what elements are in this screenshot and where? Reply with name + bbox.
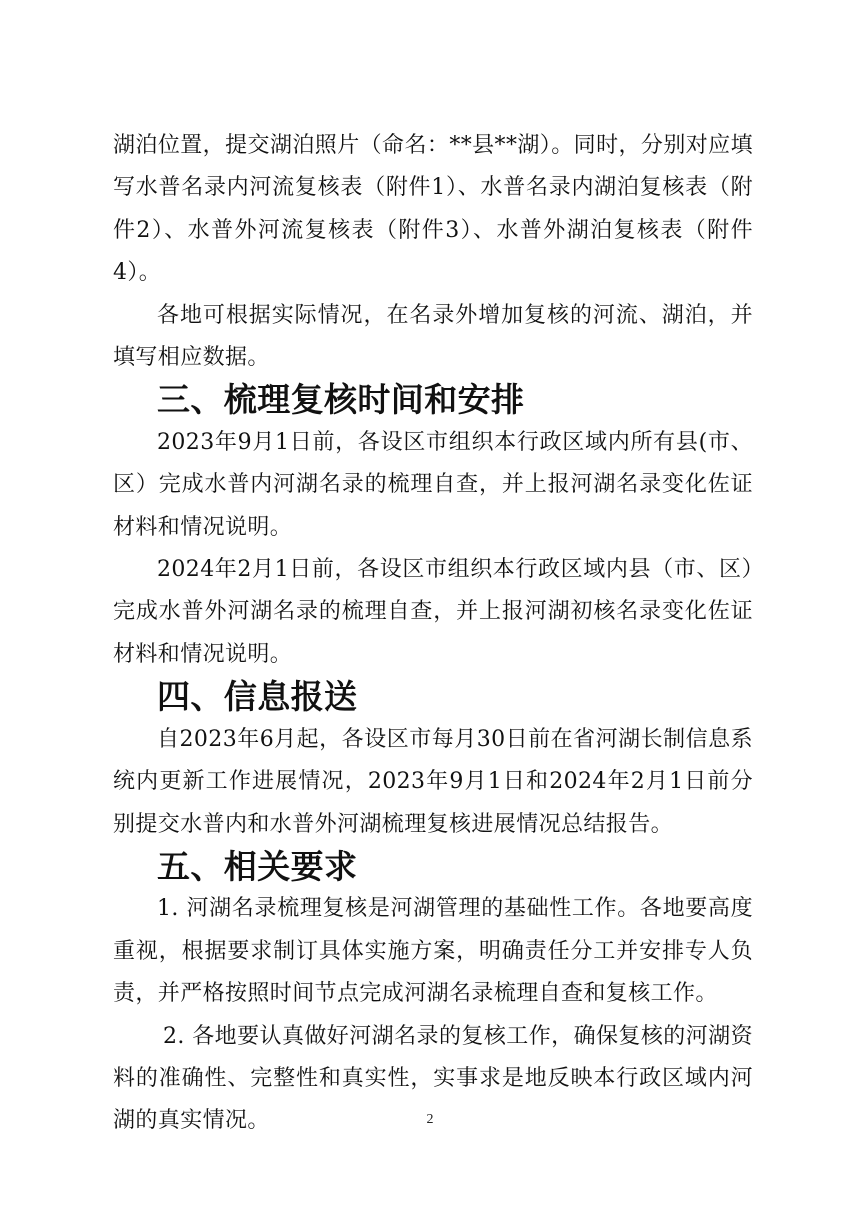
paragraph-schedule-2024: 2024年2月1日前，各设区市组织本行政区域内县（市、区）完成水普外河湖名录的梳理自查，并上报河湖初核名录变化佐证材料和情况说明。 [113,557,753,667]
section-heading-info-reporting: 四、信息报送 [157,677,358,717]
paragraph-requirement-2: 2. 各地要认真做好河湖名录的复核工作，确保复核的河湖资料的准确性、完整性和真实性，实事求是地反映本行政区域内河湖的真实情况。 [113,1023,753,1134]
document-body [113,125,753,1143]
paragraph-additional-rivers-lakes: 各地可根据实际情况，在名录外增加复核的河流、湖泊，并填写相应数据。 [113,302,753,371]
paragraph-lake-photo-submission: 湖泊位置，提交湖泊照片（命名：**县**湖）。同时，分别对应填写水普名录内河流复核表（附件1）、水普名录内湖泊复核表（附件2）、水普外河流复核表（附件3）、水普外湖泊复核表（附件4）。 [113,133,753,286]
paragraph-schedule-2023: 2023年9月1日前，各设区市组织本行政区域内所有县(市、区）完成水普内河湖名录的梳理自查，并上报河湖名录变化佐证材料和情况说明。 [113,429,753,540]
page-number: 2 [426,1112,434,1127]
section-heading-requirements: 五、相关要求 [157,846,358,886]
paragraph-info-reporting: 自2023年6月起，各设区市每月30日前在省河湖长制信息系统内更新工作进展情况，2023年9月1日和2024年2月1日前分别提交水普内和水普外河湖梳理复核进展情况总结报告。 [113,726,753,837]
paragraph-requirement-1: 1. 河湖名录梳理复核是河湖管理的基础性工作。各地要高度重视，根据要求制订具体实施方案，明确责任分工并安排专人负责，并严格按照时间节点完成河湖名录梳理自查和复核工作。 [113,896,753,1007]
section-heading-schedule: 三、梳理复核时间和安排 [157,380,525,420]
